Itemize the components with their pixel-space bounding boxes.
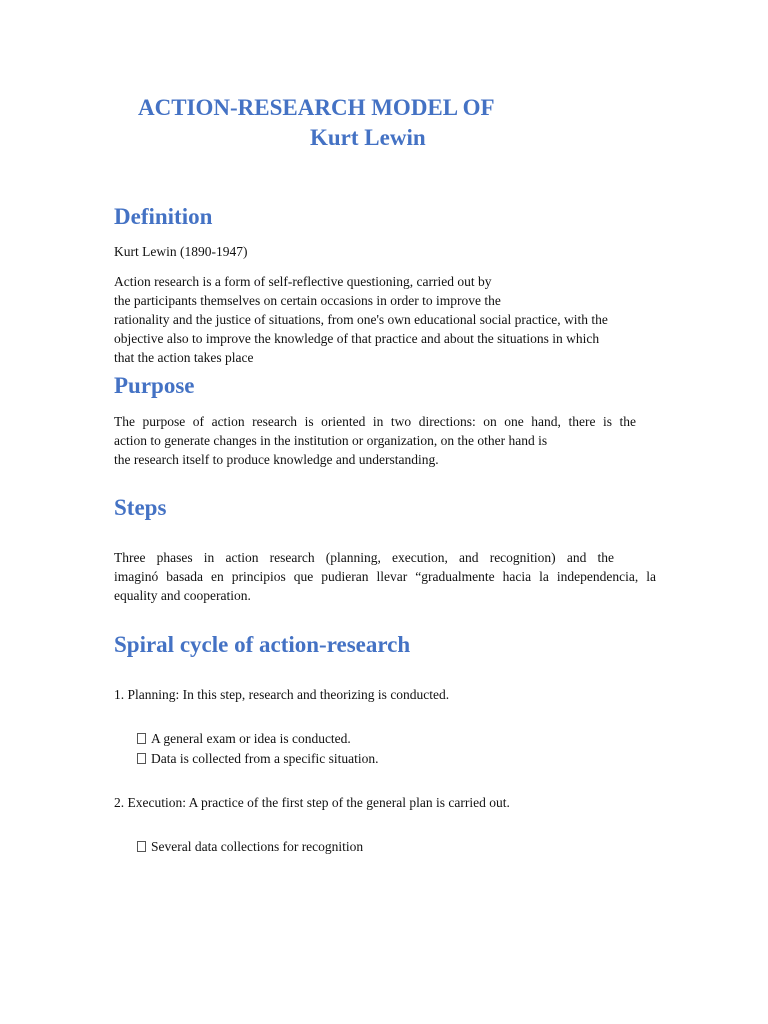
missing-glyph-bullet-icon: [137, 841, 146, 852]
bullet-item: [137, 731, 351, 747]
missing-glyph-bullet-icon: [137, 733, 146, 744]
document-title-line-1: ACTION-RESEARCH MODEL OF: [138, 95, 495, 120]
document-title-line-2: Kurt Lewin: [310, 125, 426, 150]
purpose-paragraph: [114, 412, 674, 469]
purpose-line: the research itself to produce knowledge and understanding.: [114, 452, 439, 467]
steps-heading: Steps: [114, 495, 167, 520]
definition-line: that the action takes place: [114, 350, 254, 365]
purpose-line: The purpose of action research is oriented in two directions: on one hand, there is the: [114, 414, 636, 429]
planning-step: 1. Planning: In this step, research and theorizing is conducted.: [114, 687, 450, 702]
definition-line: the participants themselves on certain occasions in order to improve the: [114, 293, 501, 308]
bullet-text: Data is collected from a specific situation.: [151, 751, 379, 766]
steps-paragraph: [114, 548, 674, 605]
purpose-heading: Purpose: [114, 373, 195, 398]
bullet-item: [137, 839, 363, 855]
definition-line: rationality and the justice of situations, from one's own educational social practice, with the: [114, 312, 608, 327]
steps-line: equality and cooperation.: [114, 588, 251, 603]
missing-glyph-bullet-icon: [137, 753, 146, 764]
bullet-text: A general exam or idea is conducted.: [151, 731, 351, 746]
definition-line: Action research is a form of self-reflective questioning, carried out by: [114, 274, 492, 289]
bullet-text: Several data collections for recognition: [151, 839, 364, 854]
steps-line: imaginó basada en principios que pudieran llevar “gradualmente hacia la independencia, la: [114, 569, 656, 584]
spiral-cycle-heading: Spiral cycle of action-research: [114, 632, 411, 657]
definition-dates: Kurt Lewin (1890-1947): [114, 244, 248, 259]
definition-paragraph: [114, 272, 674, 367]
purpose-line: action to generate changes in the institution or organization, on the other hand is: [114, 433, 548, 448]
execution-step: 2. Execution: A practice of the first step of the general plan is carried out.: [114, 795, 510, 810]
definition-line: objective also to improve the knowledge of that practice and about the situations in which: [114, 331, 600, 346]
definition-heading: Definition: [114, 204, 213, 229]
bullet-item: [137, 751, 379, 767]
steps-line: Three phases in action research (planning, execution, and recognition) and the: [114, 550, 614, 565]
